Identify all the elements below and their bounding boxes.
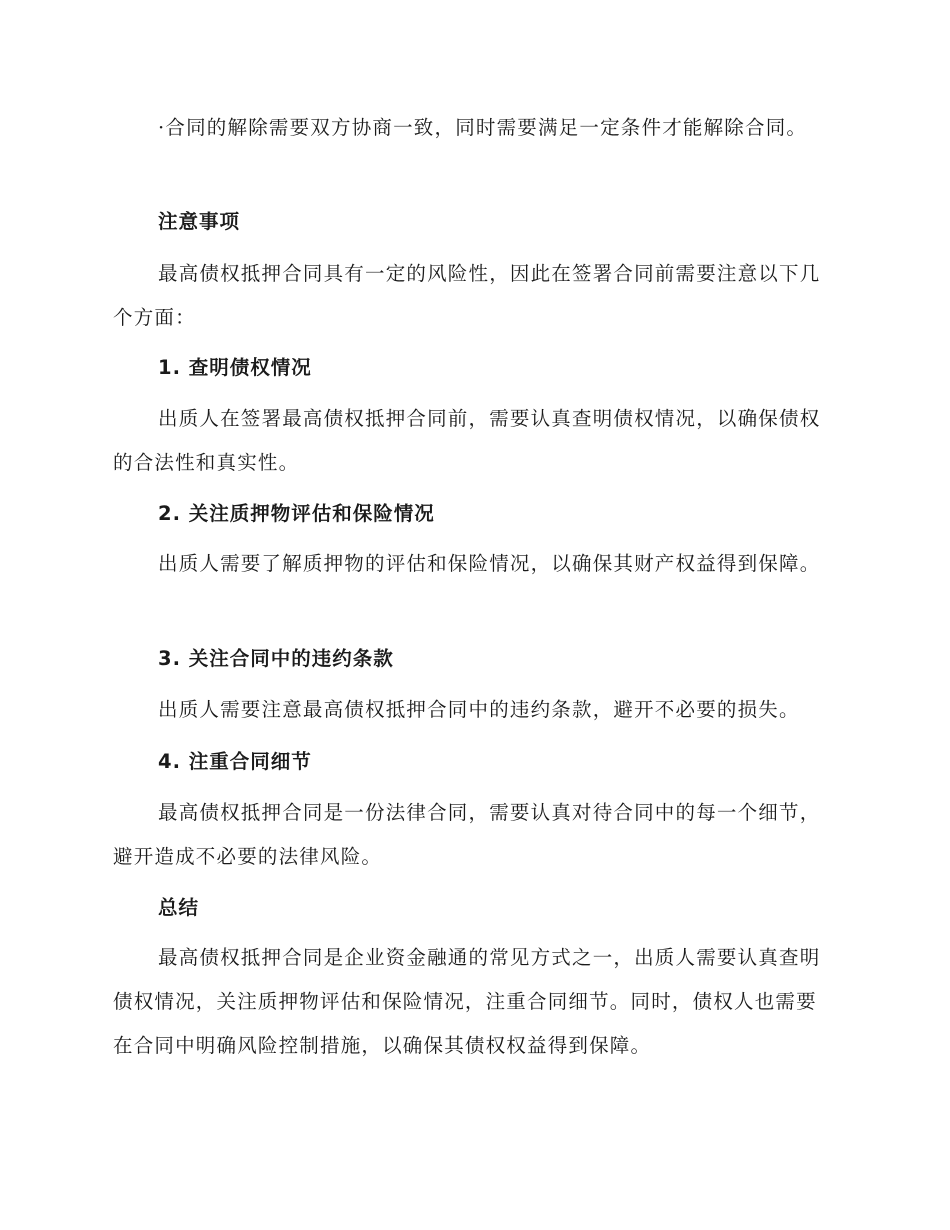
notes-intro-paragraph: 最高债权抵押合同具有一定的风险性，因此在签署合同前需要注意以下几个方面： bbox=[113, 262, 821, 329]
section-title-notes: 注意事项 bbox=[158, 210, 241, 233]
summary-paragraph: 最高债权抵押合同是企业资金融通的常见方式之一，出质人需要认真查明债权情况，关注质押物评估和保险情况，注重合同细节。同时，债权人也需要在合同中明确风险控制措施，以确保其债权权益得到保障。 bbox=[113, 946, 821, 1057]
item-body-2: 出质人需要了解质押物的评估和保险情况，以确保其财产权益得到保障。 bbox=[158, 552, 821, 575]
item-heading-3: 3. 关注合同中的违约条款 bbox=[158, 647, 394, 670]
item-body-3: 出质人需要注意最高债权抵押合同中的违约条款，避开不必要的损失。 bbox=[158, 698, 800, 721]
intro-bullet-paragraph: ·合同的解除需要双方协商一致，同时需要满足一定条件才能解除合同。 bbox=[158, 116, 808, 139]
item-heading-4: 4. 注重合同细节 bbox=[158, 750, 312, 773]
item-body-4: 最高债权抵押合同是一份法律合同，需要认真对待合同中的每一个细节，避开造成不必要的法律风险。 bbox=[113, 801, 821, 868]
section-title-summary: 总结 bbox=[158, 896, 200, 919]
item-heading-1: 1. 查明债权情况 bbox=[158, 356, 312, 379]
item-heading-2: 2. 关注质押物评估和保险情况 bbox=[158, 502, 435, 525]
item-body-1: 出质人在签署最高债权抵押合同前，需要认真查明债权情况，以确保债权的合法性和真实性。 bbox=[113, 407, 821, 474]
